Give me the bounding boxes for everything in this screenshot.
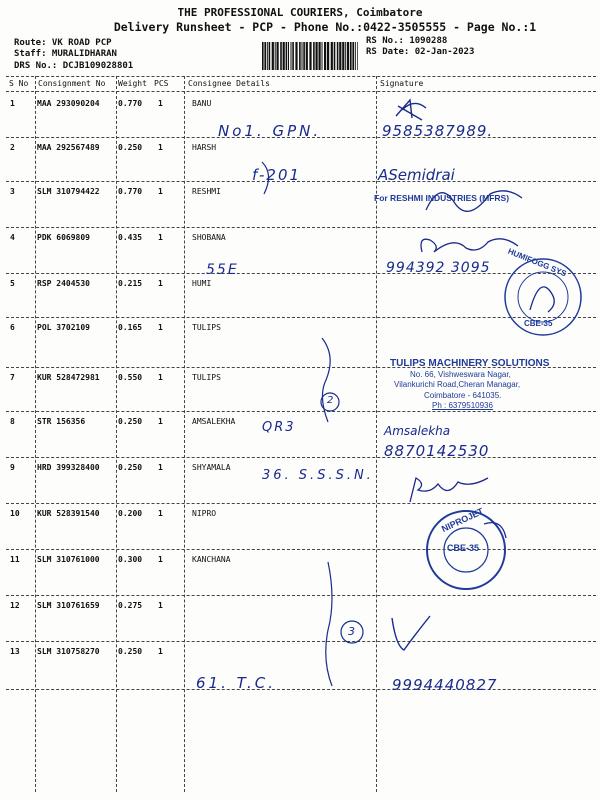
barcode-bar: [322, 42, 323, 70]
row-consignment-no: MAA 292567489: [37, 143, 100, 152]
niprojet-stamp-top: NIPROJET: [439, 505, 486, 535]
barcode-bar: [309, 42, 311, 70]
row-sno: 12: [10, 601, 20, 610]
row-consignment-no: KUR 528472981: [37, 373, 100, 382]
signature-scribble: [404, 474, 494, 508]
row-pcs: 1: [158, 373, 163, 382]
signature-scribble: [392, 96, 432, 124]
row-consignment-no: RSP 2404530: [37, 279, 90, 288]
row-divider: [6, 595, 596, 596]
row-pcs: 1: [158, 187, 163, 196]
row-weight: 0.275: [118, 601, 143, 610]
barcode-bar: [275, 42, 276, 70]
row-sno: 1: [10, 99, 15, 108]
barcode-bar: [280, 42, 282, 70]
handwritten-phone: 8870142530: [384, 442, 490, 460]
row-consignee: SHOBANA: [192, 233, 226, 242]
row-consignment-no: PDK 6069809: [37, 233, 90, 242]
handwritten-signature: ASemidrai: [378, 166, 455, 184]
col-divider: [35, 76, 36, 792]
table-header-rule: [6, 91, 596, 92]
row-weight: 0.250: [118, 647, 143, 656]
handwritten-address: QR3: [262, 420, 296, 435]
barcode-bar: [286, 42, 288, 70]
row-weight: 0.770: [118, 187, 143, 196]
row-sno: 4: [10, 233, 15, 242]
row-consignment-no: SLM 310794422: [37, 187, 100, 196]
handwritten-phone: 9994440827: [392, 676, 498, 694]
barcode-bar: [331, 42, 333, 70]
handwritten-count: 3: [348, 625, 355, 638]
row-consignment-no: SLM 310761000: [37, 555, 100, 564]
row-pcs: 1: [158, 555, 163, 564]
signature-scribble: [386, 612, 436, 656]
barcode-bar: [339, 42, 341, 70]
ink-bracket: [312, 336, 342, 426]
table-top-rule: [6, 76, 596, 77]
niprojet-stamp-mid: CBE-35: [447, 543, 480, 553]
row-consignee: BANU: [192, 99, 212, 108]
row-consignment-no: POL 3702109: [37, 323, 90, 332]
row-sno: 5: [10, 279, 15, 288]
barcode-bar: [345, 42, 346, 70]
row-weight: 0.165: [118, 323, 143, 332]
row-sno: 2: [10, 143, 15, 152]
ink-bracket: [258, 160, 278, 196]
humifogg-stamp-bottom: CBE-35: [524, 319, 553, 328]
barcode-bar: [342, 42, 344, 70]
handwritten-address: 36. S.S.S.N.: [262, 468, 374, 483]
row-consignment-no: SLM 310758270: [37, 647, 100, 656]
tulips-stamp-line: No. 66, Vishweswara Nagar,: [410, 370, 511, 379]
rs-number: RS No.: 1090288: [366, 36, 448, 46]
row-divider: [6, 457, 596, 458]
row-pcs: 1: [158, 601, 163, 610]
signature-scribble: [420, 180, 530, 216]
row-sno: 10: [10, 509, 20, 518]
row-weight: 0.550: [118, 373, 143, 382]
row-consignee: KANCHANA: [192, 555, 231, 564]
row-consignment-no: STR 156356: [37, 417, 86, 426]
barcode-bar: [347, 42, 349, 70]
col-header-signature: Signature: [380, 79, 424, 88]
tulips-stamp-phone: Ph : 6379510936: [432, 401, 493, 410]
barcode-bar: [306, 42, 308, 70]
row-consignee: TULIPS: [192, 373, 221, 382]
row-pcs: 1: [158, 463, 163, 472]
handwritten-address: f-201: [252, 166, 302, 184]
barcode-bar: [288, 42, 289, 70]
barcode-bar: [292, 42, 294, 70]
barcode-bar: [357, 42, 358, 70]
row-consignment-no: MAA 293090204: [37, 99, 100, 108]
row-pcs: 1: [158, 99, 163, 108]
barcode-bar: [269, 42, 271, 70]
row-consignee: NIPRO: [192, 509, 217, 518]
barcode-bar: [352, 42, 354, 70]
handwritten-phone: 994392 3095: [386, 260, 491, 276]
barcode-bar: [272, 42, 274, 70]
row-divider: [6, 411, 596, 412]
barcode-bar: [283, 42, 285, 70]
barcode-bar: [291, 42, 292, 70]
row-divider: [6, 689, 596, 690]
row-pcs: 1: [158, 417, 163, 426]
row-consignment-no: SLM 310761659: [37, 601, 100, 610]
row-pcs: 1: [158, 647, 163, 656]
document-subtitle: Delivery Runsheet - PCP - Phone No.:0422-3505555 - Page No.:1: [113, 20, 537, 34]
staff-label: Staff: MURALIDHARAN: [14, 49, 117, 59]
barcode-bar: [327, 42, 329, 70]
col-header-consignee: Consignee Details: [188, 79, 270, 88]
row-pcs: 1: [158, 233, 163, 242]
row-consignment-no: HRD 399328400: [37, 463, 100, 472]
drs-number: DRS No.: DCJB109028801: [14, 61, 134, 71]
row-pcs: 1: [158, 509, 163, 518]
row-consignee: AMSALEKHA: [192, 417, 236, 426]
route-label: Route: VK ROAD PCP: [14, 38, 112, 48]
barcode-bar: [313, 42, 315, 70]
row-sno: 8: [10, 417, 15, 426]
row-consignee: SHYAMALA: [192, 463, 231, 472]
ink-bracket: [318, 560, 368, 690]
row-divider: [6, 227, 596, 228]
row-weight: 0.300: [118, 555, 143, 564]
tulips-stamp-name: TULIPS MACHINERY SOLUTIONS: [390, 358, 550, 369]
row-divider: [6, 641, 596, 642]
handwritten-address: 55E: [206, 262, 239, 278]
barcode-bar: [334, 42, 336, 70]
row-consignee: RESHMI: [192, 187, 221, 196]
row-consignee: TULIPS: [192, 323, 221, 332]
row-sno: 6: [10, 323, 15, 332]
tulips-stamp-line: Vilankurichi Road,Cheran Managar,: [394, 380, 521, 389]
handwritten-count: 2: [327, 395, 334, 406]
humifogg-stamp-top: HUMIFOGG SYS: [506, 246, 568, 279]
barcode-bar: [262, 42, 264, 70]
col-header-sno: S No: [9, 79, 29, 88]
tulips-stamp-line: Coimbatore - 641035.: [424, 391, 502, 400]
barcode-bar: [319, 42, 321, 70]
row-consignee: HUMI: [192, 279, 212, 288]
row-weight: 0.435: [118, 233, 143, 242]
barcode-bar: [324, 42, 326, 70]
row-weight: 0.215: [118, 279, 143, 288]
barcode-bar: [295, 42, 297, 70]
col-divider: [116, 76, 117, 792]
handwritten-address: 61. T.C.: [196, 674, 277, 692]
row-weight: 0.250: [118, 143, 143, 152]
row-divider: [6, 503, 596, 504]
handwritten-address: No1. GPN.: [218, 122, 322, 140]
barcode-bar: [337, 42, 339, 70]
document-title: THE PROFESSIONAL COURIERS, Coimbatore: [177, 6, 423, 19]
barcode-bar: [303, 42, 305, 70]
rs-date: RS Date: 02-Jan-2023: [366, 47, 475, 57]
barcode-bar: [299, 42, 301, 70]
handwritten-signature: Amsalekha: [384, 424, 451, 438]
col-header-weight: Weight: [118, 79, 147, 88]
row-sno: 11: [10, 555, 20, 564]
row-pcs: 1: [158, 143, 163, 152]
barcode-bar: [355, 42, 356, 70]
row-pcs: 1: [158, 323, 163, 332]
row-weight: 0.250: [118, 463, 143, 472]
row-sno: 13: [10, 647, 20, 656]
barcode-bar: [350, 42, 352, 70]
row-weight: 0.200: [118, 509, 143, 518]
barcode-bar: [277, 42, 279, 70]
barcode-bar: [267, 42, 268, 70]
col-divider: [184, 76, 185, 792]
col-divider: [376, 76, 377, 792]
col-header-pcs: PCS: [154, 79, 169, 88]
handwritten-phone: 9585387989.: [382, 122, 494, 140]
row-sno: 7: [10, 373, 15, 382]
barcode-bar: [264, 42, 266, 70]
row-weight: 0.250: [118, 417, 143, 426]
reshmi-stamp: For RESHMI INDUSTRIES (MFRS): [374, 193, 510, 203]
barcode-bar: [316, 42, 318, 70]
row-consignment-no: KUR 528391540: [37, 509, 100, 518]
row-pcs: 1: [158, 279, 163, 288]
row-weight: 0.770: [118, 99, 143, 108]
col-header-consignment: Consignment No: [38, 79, 106, 88]
barcode-image: [262, 42, 358, 70]
row-sno: 9: [10, 463, 15, 472]
row-consignee: HARSH: [192, 143, 217, 152]
barcode-bar: [302, 42, 303, 70]
row-sno: 3: [10, 187, 15, 196]
